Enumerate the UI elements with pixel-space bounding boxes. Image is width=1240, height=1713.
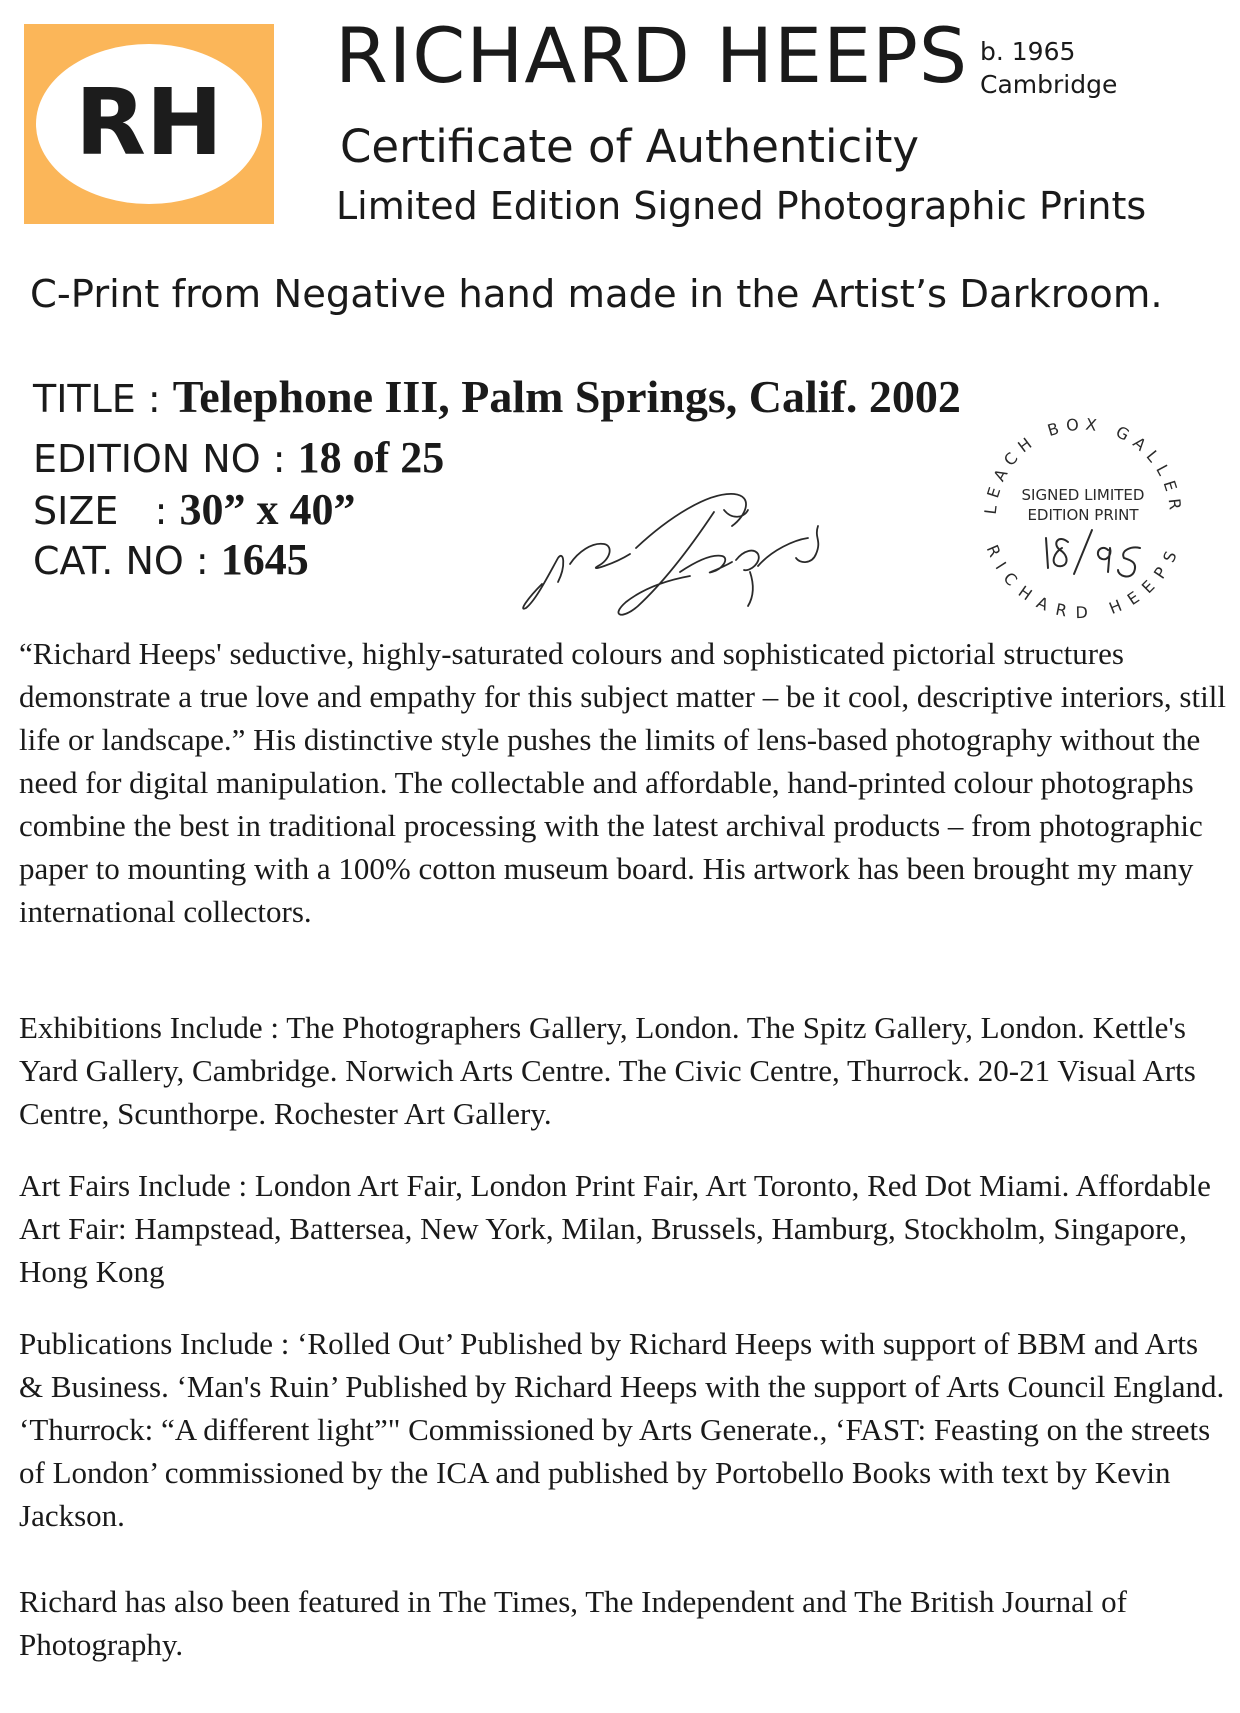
certificate-title: Certificate of Authenticity [340,120,920,173]
artist-born [980,36,1117,101]
featured-paragraph: Richard has also been featured in The Times, The Independent and The British Journal of Photography. [19,1584,1128,1662]
size-label: SIZE : [33,489,180,533]
edition-value: 18 of 25 [297,433,445,482]
birth-year: b. 1965 [980,37,1076,66]
title-label: TITLE : [33,377,173,421]
artist-name: RICHARD HEEPS [335,11,969,100]
title-value: Telephone III, Palm Springs, Calif. 2002 [172,371,961,422]
stamp-line-2: EDITION PRINT [1027,506,1139,524]
certificate-subtitle: Limited Edition Signed Photographic Prints [336,184,1147,228]
logo-text: RH [75,69,223,176]
catalogue-row [33,534,309,585]
stamp-line-1: SIGNED LIMITED [1021,486,1145,504]
stamp-handwritten-edition [1046,530,1140,576]
stamp-top-text: LEACH BOX GALLER [980,414,1186,517]
gallery-stamp [968,402,1198,637]
size-row [33,484,356,535]
print-method: C-Print from Negative hand made in the Artist’s Darkroom. [30,272,1163,317]
catalogue-value: 1645 [220,535,309,584]
size-value: 30” x 40” [179,485,356,534]
catalogue-label: CAT. NO : [33,539,221,583]
birth-place: Cambridge [980,69,1118,99]
rh-logo [24,24,274,224]
art-fairs-paragraph: Art Fairs Include : London Art Fair, London Print Fair, Art Toronto, Red Dot Miami. Affordable Art Fair: Hampstead, Battersea, New York, Milan, Brussels, Hamburg, Stockholm, Singapore, Hong Kong [19,1168,1211,1289]
publications-paragraph: Publications Include : ‘Rolled Out’ Published by Richard Heeps with support of BBM and Arts & Business. ‘Man's Ruin’ Published by Richard Heeps with the support of Arts Council England. ‘Thurrock: “A different light”" Commissioned by Arts Generate., ‘FAST: Feasting on the streets of London’ commissioned by the ICA and published by Portobello Books with text by Kevin Jackson. [19,1326,1225,1533]
artist-statement: “Richard Heeps' seductive, highly-saturated colours and sophisticated pictorial structures demonstrate a true love and empathy for this subject matter – be it cool, descriptive interiors, still life or landscape.” His distinctive style pushes the limits of lens-based photography without the need for digital manipulation. The collectable and affordable, hand-printed colour photographs combine the best in traditional processing with the latest archival products – from photographic paper to mounting with a 100% cotton museum board. His artwork has been brought my many international collectors. [19,636,1226,929]
artist-signature [518,480,858,625]
title-row [33,370,961,423]
exhibitions-paragraph: Exhibitions Include : The Photographers Gallery, London. The Spitz Gallery, London. Kettle's Yard Gallery, Cambridge. Norwich Arts Centre. The Civic Centre, Thurrock. 20-21 Visual Arts Centre, Scunthorpe. Rochester Art Gallery. [19,1010,1196,1131]
stamp-bottom-text: RICHARD HEEPS [982,542,1184,623]
edition-row [33,432,444,483]
edition-label: EDITION NO : [33,437,298,481]
